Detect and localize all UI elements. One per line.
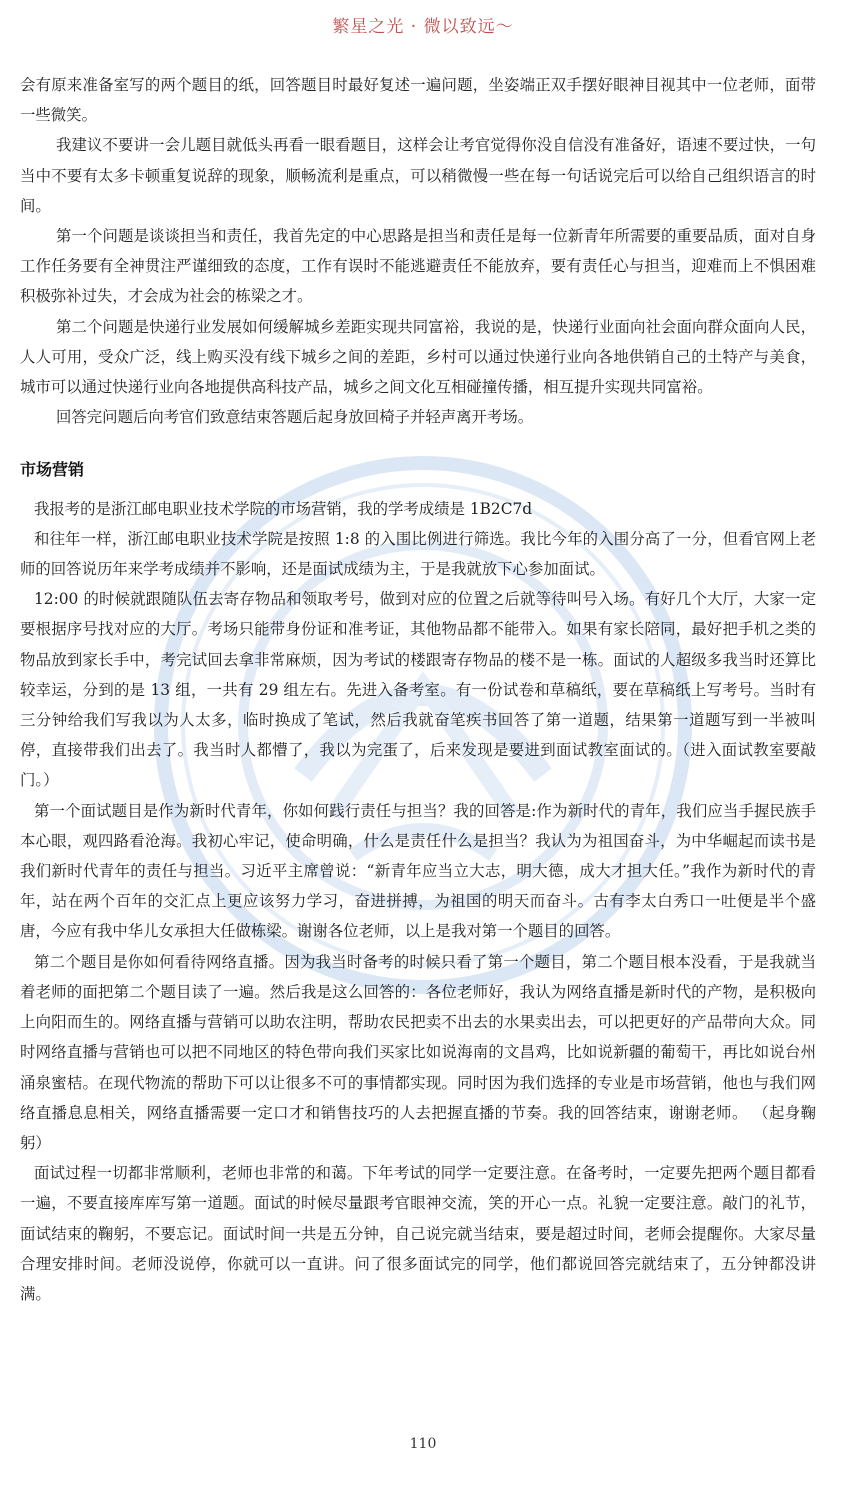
paragraph: 面试过程一切都非常顺利，老师也非常的和蔼。下年考试的同学一定要注意。在备考时，一定要先把两个题目都看一遍，不要直接库库写第一道题。面试的时候尽量跟考官眼神交流，笑的开心一点。礼貌一定要注意。敲门的礼节，面试结束的鞠躬，不要忘记。面试时间一共是五分钟，自己说完就当结束，要是超过时间，老师会提醒你。大家尽量合理安排时间。老师没说停，你就可以一直讲。问了很多面试完的同学，他们都说回答完就结束了，五分钟都没讲满。: [20, 1164, 816, 1303]
section-heading: 市场营销: [20, 460, 85, 480]
paragraph: 和往年一样，浙江邮电职业技术学院是按照 1:8 的入围比例进行筛选。我比今年的入围分高了一分，但看官网上老师的回答说历年来学考成绩并不影响，还是面试成绩为主，于是我就放下心参加面试。: [20, 529, 816, 579]
page-header: 繁星之光 · 微以致远～: [332, 17, 514, 37]
paragraph: 会有原来准备室写的两个题目的纸，回答题目时最好复述一遍问题，坐姿端正双手摆好眼神目视其中一位老师，面带一些微笑。: [20, 76, 816, 125]
paragraph: 第一个问题是谈谈担当和责任，我首先定的中心思路是担当和责任是每一位新青年所需要的重要品质，面对自身工作任务要有全神贯注严谨细致的态度，工作有误时不能逃避责任不能放弃，要有责任心与担当，迎难而上不惧困难积极弥补过失，才会成为社会的栋梁之才。: [20, 227, 816, 306]
paragraph: 我报考的是浙江邮电职业技术学院的市场营销，我的学考成绩是 1B2C7d: [34, 499, 533, 518]
document-body: [20, 70, 816, 1309]
page-number: 110: [409, 1436, 437, 1452]
paragraph: 12:00 的时候就跟随队伍去寄存物品和领取考号，做到对应的位置之后就等待叫号入场。有好几个大厅，大家一定要根据序号找对应的大厅。考场只能带身份证和准考证，其他物品都不能带入。如果有家长陪同，最好把手机之类的物品放到家长手中，考完试回去拿非常麻烦，因为考试的楼跟寄存物品的楼不是一栋。面试的人超级多我当时还算比较幸运，分到的是 13 组，一共有 29 组左右。先进入备考室。有一份试卷和草稿纸，要在草稿纸上写考号。当时有三分钟给我们写我以为人太多，临时换成了笔试，然后我就奋笔疾书回答了第一道题，结果第一道题写到一半被叫停，直接带我们出去了。我当时人都懵了，我以为完蛋了，后来发现是要进到面试教室面试的。（进入面试教室要敲门。）: [20, 590, 816, 790]
paragraph: 第二个问题是快递行业发展如何缓解城乡差距实现共同富裕，我说的是，快递行业面向社会面向群众面向人民，人人可用，受众广泛，线上购买没有线下城乡之间的差距，乡村可以通过快递行业向各地供销自己的土特产与美食，城市可以通过快递行业向各地提供高科技产品，城乡之间文化互相碰撞传播，相互提升实现共同富裕。: [20, 317, 816, 397]
paragraph: 第一个面试题目是作为新时代青年，你如何践行责任与担当？我的回答是:作为新时代的青年，我们应当手握民族手本心眼，观四路看沧海。我初心牢记，使命明确，什么是责任什么是担当？我认为为祖国奋斗，为中华崛起而读书是我们新时代青年的责任与担当。习近平主席曾说：“新青年应当立大志，明大德，成大才担大任。”我作为新时代的青年，站在两个百年的交汇点上更应该努力学习，奋进拼搏，为祖国的明天而奋斗。古有李太白秀口一吐便是半个盛唐，今应有我中华儿女承担大任做栋梁。谢谢各位老师，以上是我对第一个题目的回答。: [20, 801, 816, 941]
paragraph: 第二个题目是你如何看待网络直播。因为我当时备考的时候只看了第一个题目，第二个题目根本没看，于是我就当着老师的面把第二个题目读了一遍。然后我是这么回答的：各位老师好，我认为网络直播是新时代的产物，是积极向上向阳而生的。网络直播与营销可以助农注明，帮助农民把卖不出去的水果卖出去，可以把更好的产品带向大众。同时网络直播与营销也可以把不同地区的特色带向我们买家比如说海南的文昌鸡，比如说新疆的葡萄干，再比如说台州涌泉蜜桔。在现代物流的帮助下可以让很多不可的事情都实现。同时因为我们选择的专业是市场营销，他也与我们网络直播息息相关，网络直播需要一定口才和销售技巧的人去把握直播的节奏。我的回答结束，谢谢老师。 （起身鞠躬）: [20, 952, 816, 1152]
paragraph: 回答完问题后向考官们致意结束答题后起身放回椅子并轻声离开考场。: [56, 408, 534, 427]
paragraph: 我建议不要讲一会儿题目就低头再看一眼看题目，这样会让考官觉得你没自信没有准备好，语速不要过快，一句当中不要有太多卡顿重复说辞的现象，顺畅流利是重点，可以稍微慢一些在每一句话说完后可以给自己组织语言的时间。: [20, 136, 816, 215]
